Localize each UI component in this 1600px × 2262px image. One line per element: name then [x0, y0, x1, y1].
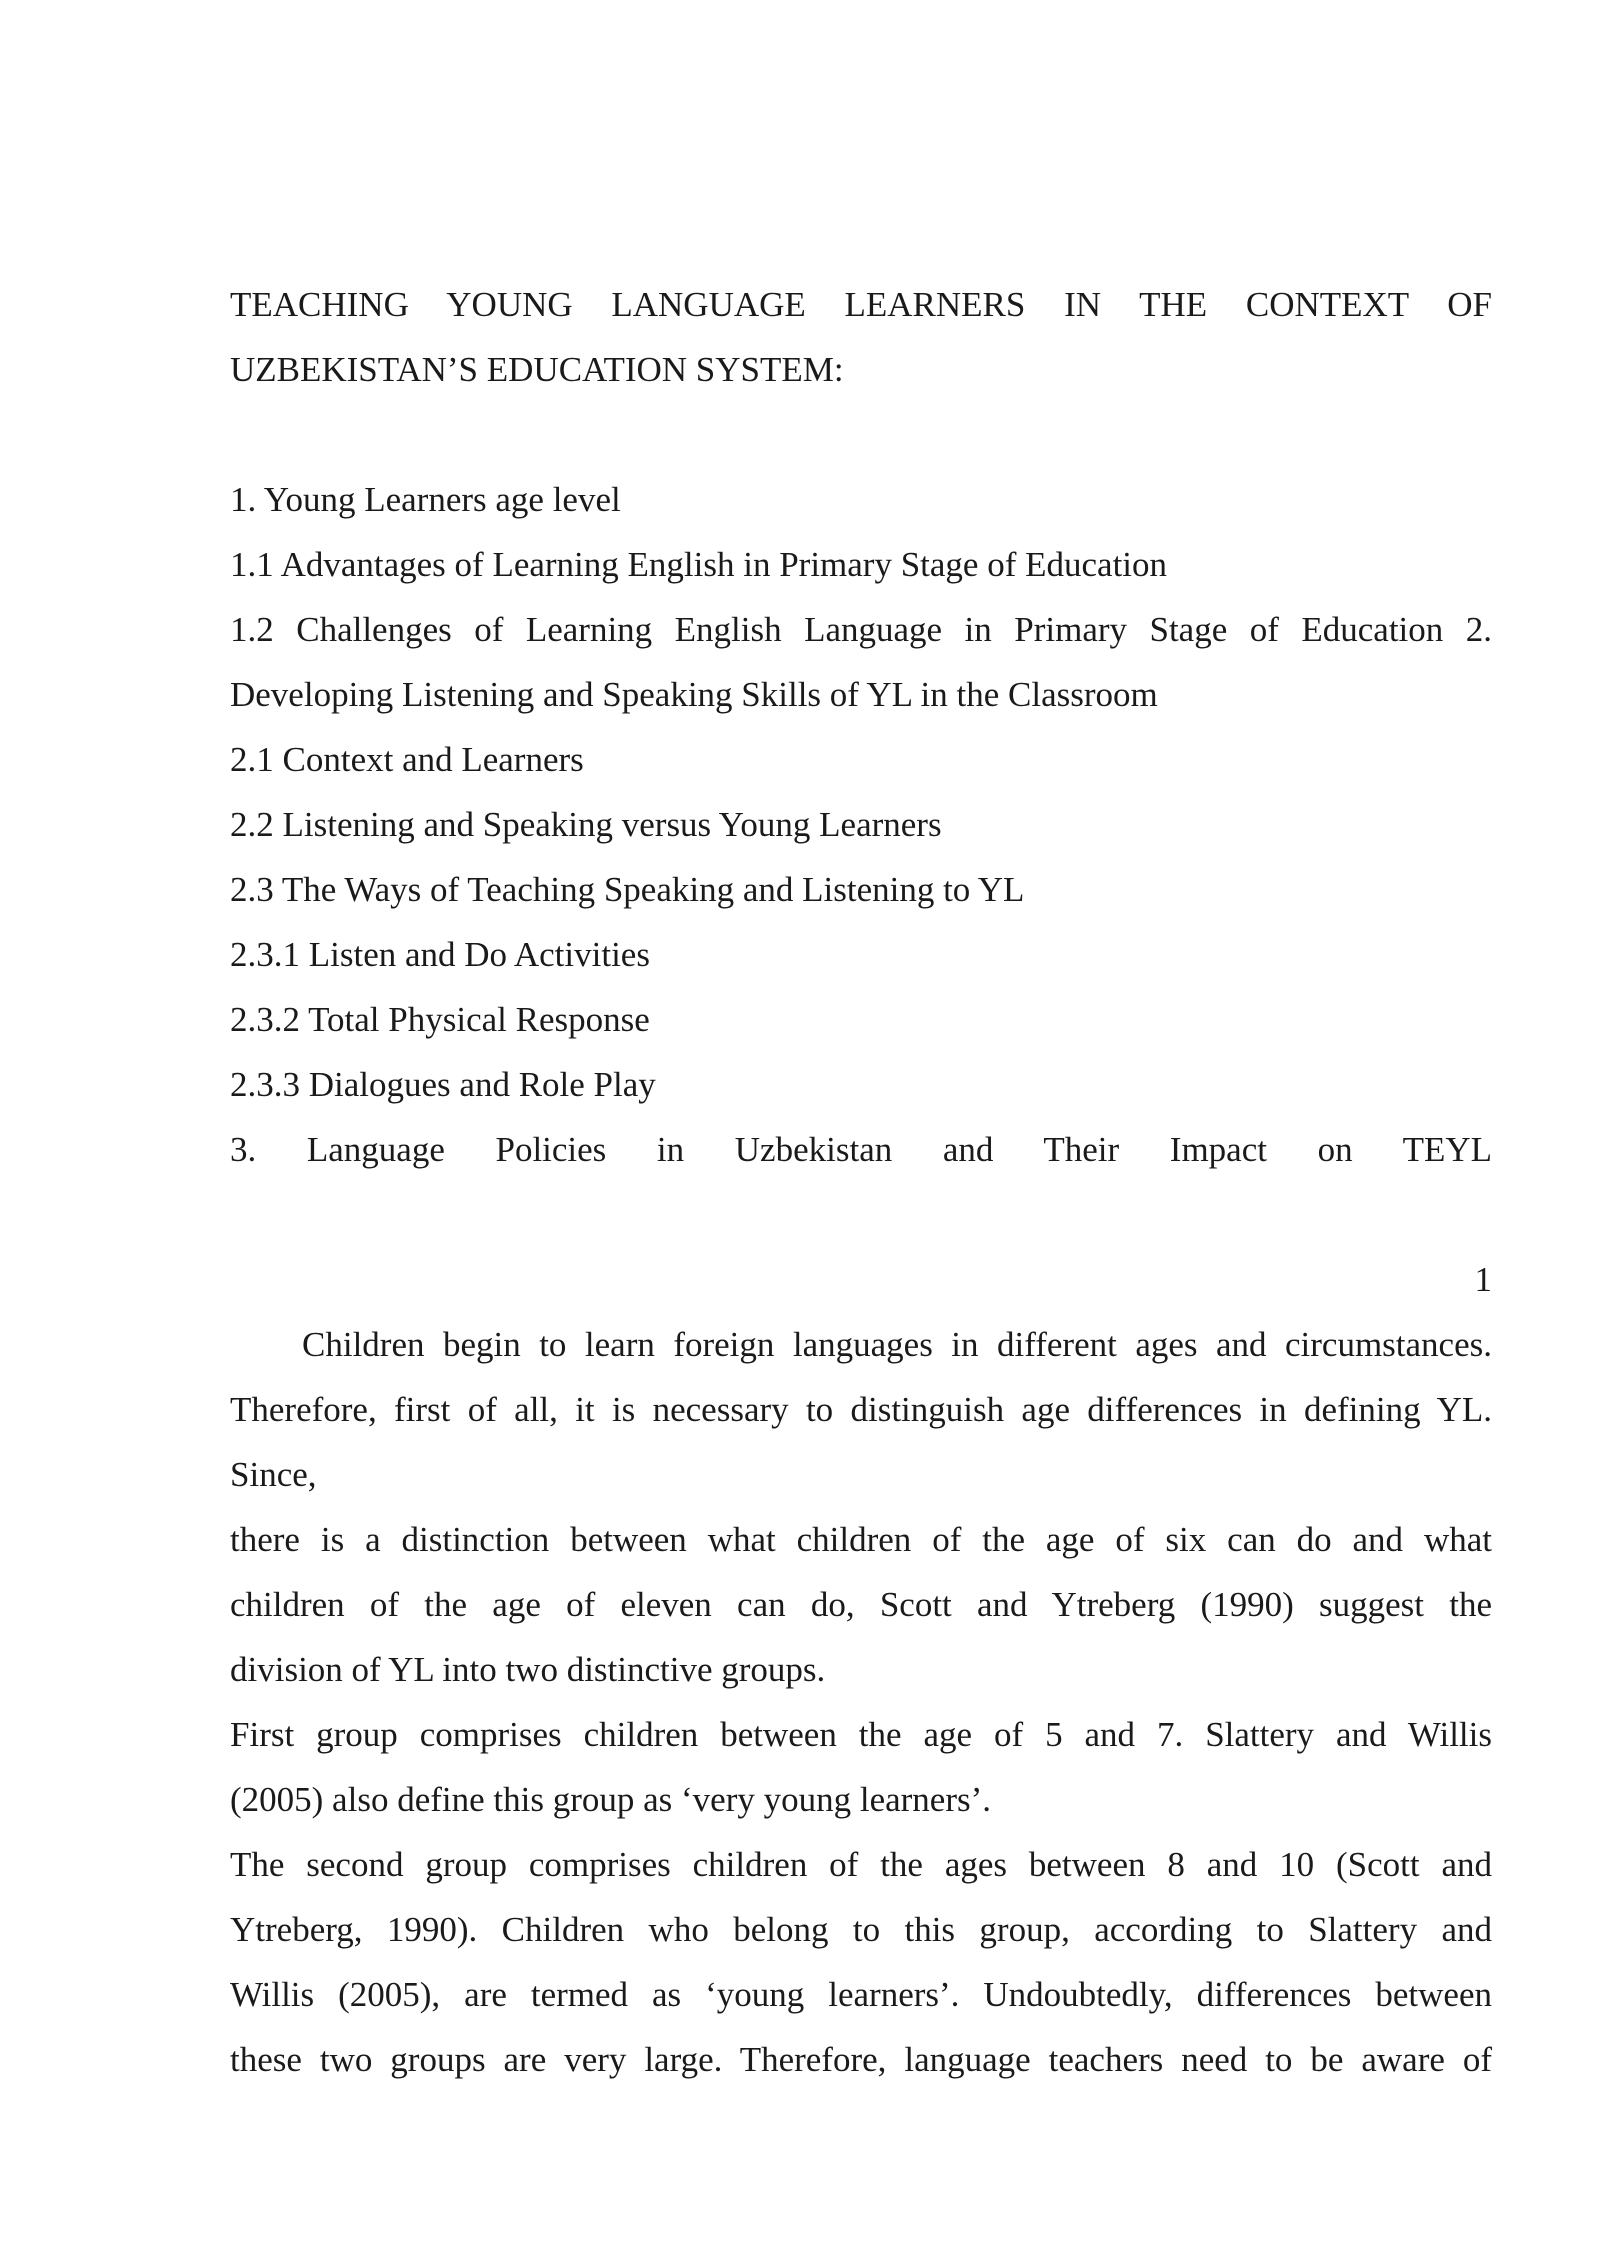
toc-item: Developing Listening and Speaking Skills of YL in the Classroom: [230, 675, 1158, 714]
body-line: (2005) also define this group as ‘very young learners’.: [230, 1780, 992, 1819]
body-line: First group comprises children between the age of 5 and 7. Slattery and Willis: [230, 1715, 1492, 1754]
toc-item: 1.2 Challenges of Learning English Language in Primary Stage of Education 2.: [230, 610, 1492, 649]
toc-item: 3. Language Policies in Uzbekistan and Their Impact on TEYL: [230, 1130, 1492, 1169]
toc-item: 2.2 Listening and Speaking versus Young Learners: [230, 805, 942, 844]
document-title-line-1: TEACHING YOUNG LANGUAGE LEARNERS IN THE CONTEXT OF: [230, 285, 1492, 324]
body-line: Ytreberg, 1990). Children who belong to this group, according to Slattery and: [230, 1910, 1492, 1949]
toc-item: 2.3.2 Total Physical Response: [230, 1000, 650, 1039]
body-line: there is a distinction between what children of the age of six can do and what: [230, 1520, 1492, 1559]
body-line: Children begin to learn foreign languages in different ages and circumstances.: [302, 1325, 1492, 1364]
body-line: Since,: [230, 1455, 317, 1494]
body-line: these two groups are very large. Therefore, language teachers need to be aware of: [230, 2040, 1492, 2079]
body-line: division of YL into two distinctive groups.: [230, 1650, 826, 1689]
toc-item: 2.1 Context and Learners: [230, 740, 584, 779]
page-number: 1: [1474, 1260, 1492, 1299]
body-line: The second group comprises children of the ages between 8 and 10 (Scott and: [230, 1845, 1492, 1884]
toc-item: 2.3.1 Listen and Do Activities: [230, 935, 650, 974]
toc-item: 1. Young Learners age level: [230, 480, 621, 519]
body-line: Therefore, first of all, it is necessary to distinguish age differences in defining YL.: [230, 1390, 1492, 1429]
toc-item: 2.3 The Ways of Teaching Speaking and Listening to YL: [230, 870, 1025, 909]
toc-item: 2.3.3 Dialogues and Role Play: [230, 1065, 656, 1104]
toc-item: 1.1 Advantages of Learning English in Primary Stage of Education: [230, 545, 1168, 584]
body-line: Willis (2005), are termed as ‘young learners’. Undoubtedly, differences between: [230, 1975, 1492, 2014]
document-title-line-2: UZBEKISTAN’S EDUCATION SYSTEM:: [230, 350, 844, 389]
body-line: children of the age of eleven can do, Scott and Ytreberg (1990) suggest the: [230, 1585, 1492, 1624]
